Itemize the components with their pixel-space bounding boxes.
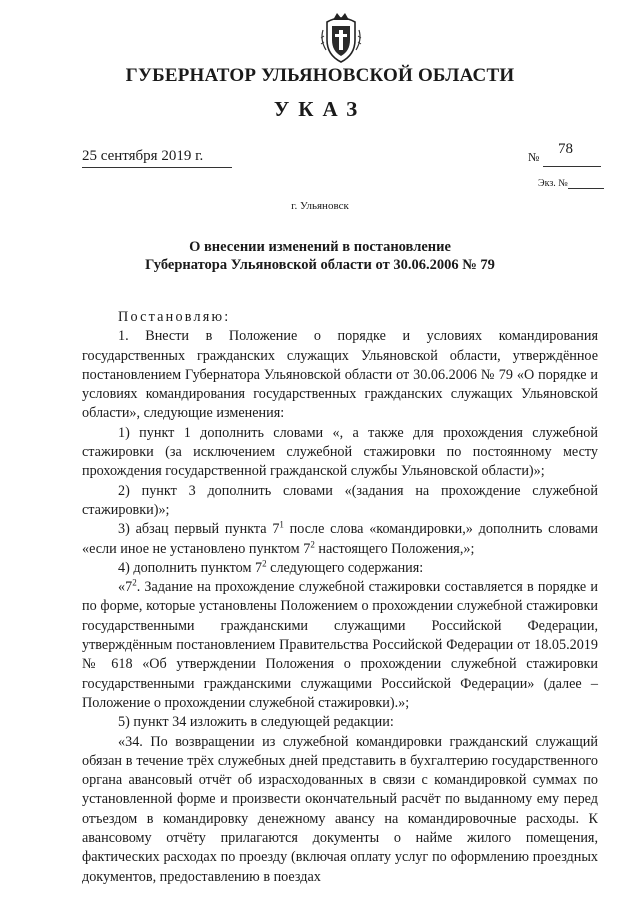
paragraph-quote-34: «34. По возвращении из служебной командировки гражданский служащий обязан в течение трёх служебных дней представить в бухгалтерию государственного органа авансовый отчёт об израсходованных в связи с командировкой суммах по установленной форме и произвести окончательный расчёт по выданному ему перед отъездом в командировку денежному авансу на командировочные расходы. К авансовому отчёту прилагаются документы о найме жилого помещения, фактических расходах по проезду (включая оплату услуг по оформлению проездных документов, предоставлению в поездах [82,733,598,885]
text-segment: после слова «командировки,» дополнить словами «если иное не установлено пунктом 7 [82,521,598,557]
text-segment: . Задание на прохождение служебной стажировки составляется в порядке и по форме, которые установлены Положением о прохождении служебной стажировки государственными гражданскими служащими Российской Федерации, утверждённым постановлением Правительства Российской Федерации от 18.05.2019 № 618 «Об утверждении Положения о прохождении служебной стажировки государственными гражданскими служащими Российской Федерации» (далее – Положение о прохождении служебной стажировки).»; [82,579,598,711]
resolution-word: Постановляю: [118,309,231,325]
document-subject [60,238,580,274]
text-segment: 3) абзац первый пункта 7 [118,521,280,538]
text-segment: следующего содержания: [266,559,424,576]
superscript: 1 [279,519,284,530]
paragraph-amend-5: 5) пункт 34 изложить в следующей редакции: [118,714,394,731]
superscript: 2 [132,577,137,588]
paragraph-quote-7-2 [82,578,598,713]
text-segment: настоящего Положения,»; [314,540,475,557]
issuer-title: ГУБЕРНАТОР УЛЬЯНОВСКОЙ ОБЛАСТИ [125,65,515,86]
city: г. Ульяновск [291,200,349,212]
superscript: 2 [262,558,267,569]
copy-number [538,178,604,189]
paragraph-amend-2: 2) пункт 3 дополнить словами «(задания на прохождение служебной стажировки)»; [82,482,598,518]
paragraph-amend-4 [82,559,598,578]
paragraph-amend-1: 1) пункт 1 дополнить словами «, а также для прохождения служебной стажировки (за исключением служебной стажировки по постоянному месту прохождения государственной гражданской службы Ульяновской области)»; [82,424,598,480]
document-number: 78 [558,141,573,157]
number-label: № [528,150,540,164]
text-segment: «7 [118,579,133,596]
paragraph-amend-3 [82,520,598,559]
copy-number-line [568,179,604,189]
paragraph-1: 1. Внести в Положение о порядке и условиях командирования государственных гражданских служащих Ульяновской области, утверждённое постановлением Губернатора Ульяновской области от 30.06.2006 № 79 «О порядке и условиях командирования государственных гражданских служащих Ульяновской области», следующие изменения: [82,328,598,422]
document-body [82,308,598,887]
subject-line-1: О внесении изменений в постановление [189,239,451,255]
coat-of-arms-icon [318,10,364,66]
subject-line-2: Губернатора Ульяновской области от 30.06.2006 № 79 [145,257,495,273]
superscript: 2 [310,538,315,549]
document-type: УКАЗ [273,97,367,121]
copy-number-label: Экз. № [538,178,568,189]
document-date: 25 сентября 2019 г. [82,148,232,168]
text-segment: 4) дополнить пунктом 7 [118,559,263,576]
